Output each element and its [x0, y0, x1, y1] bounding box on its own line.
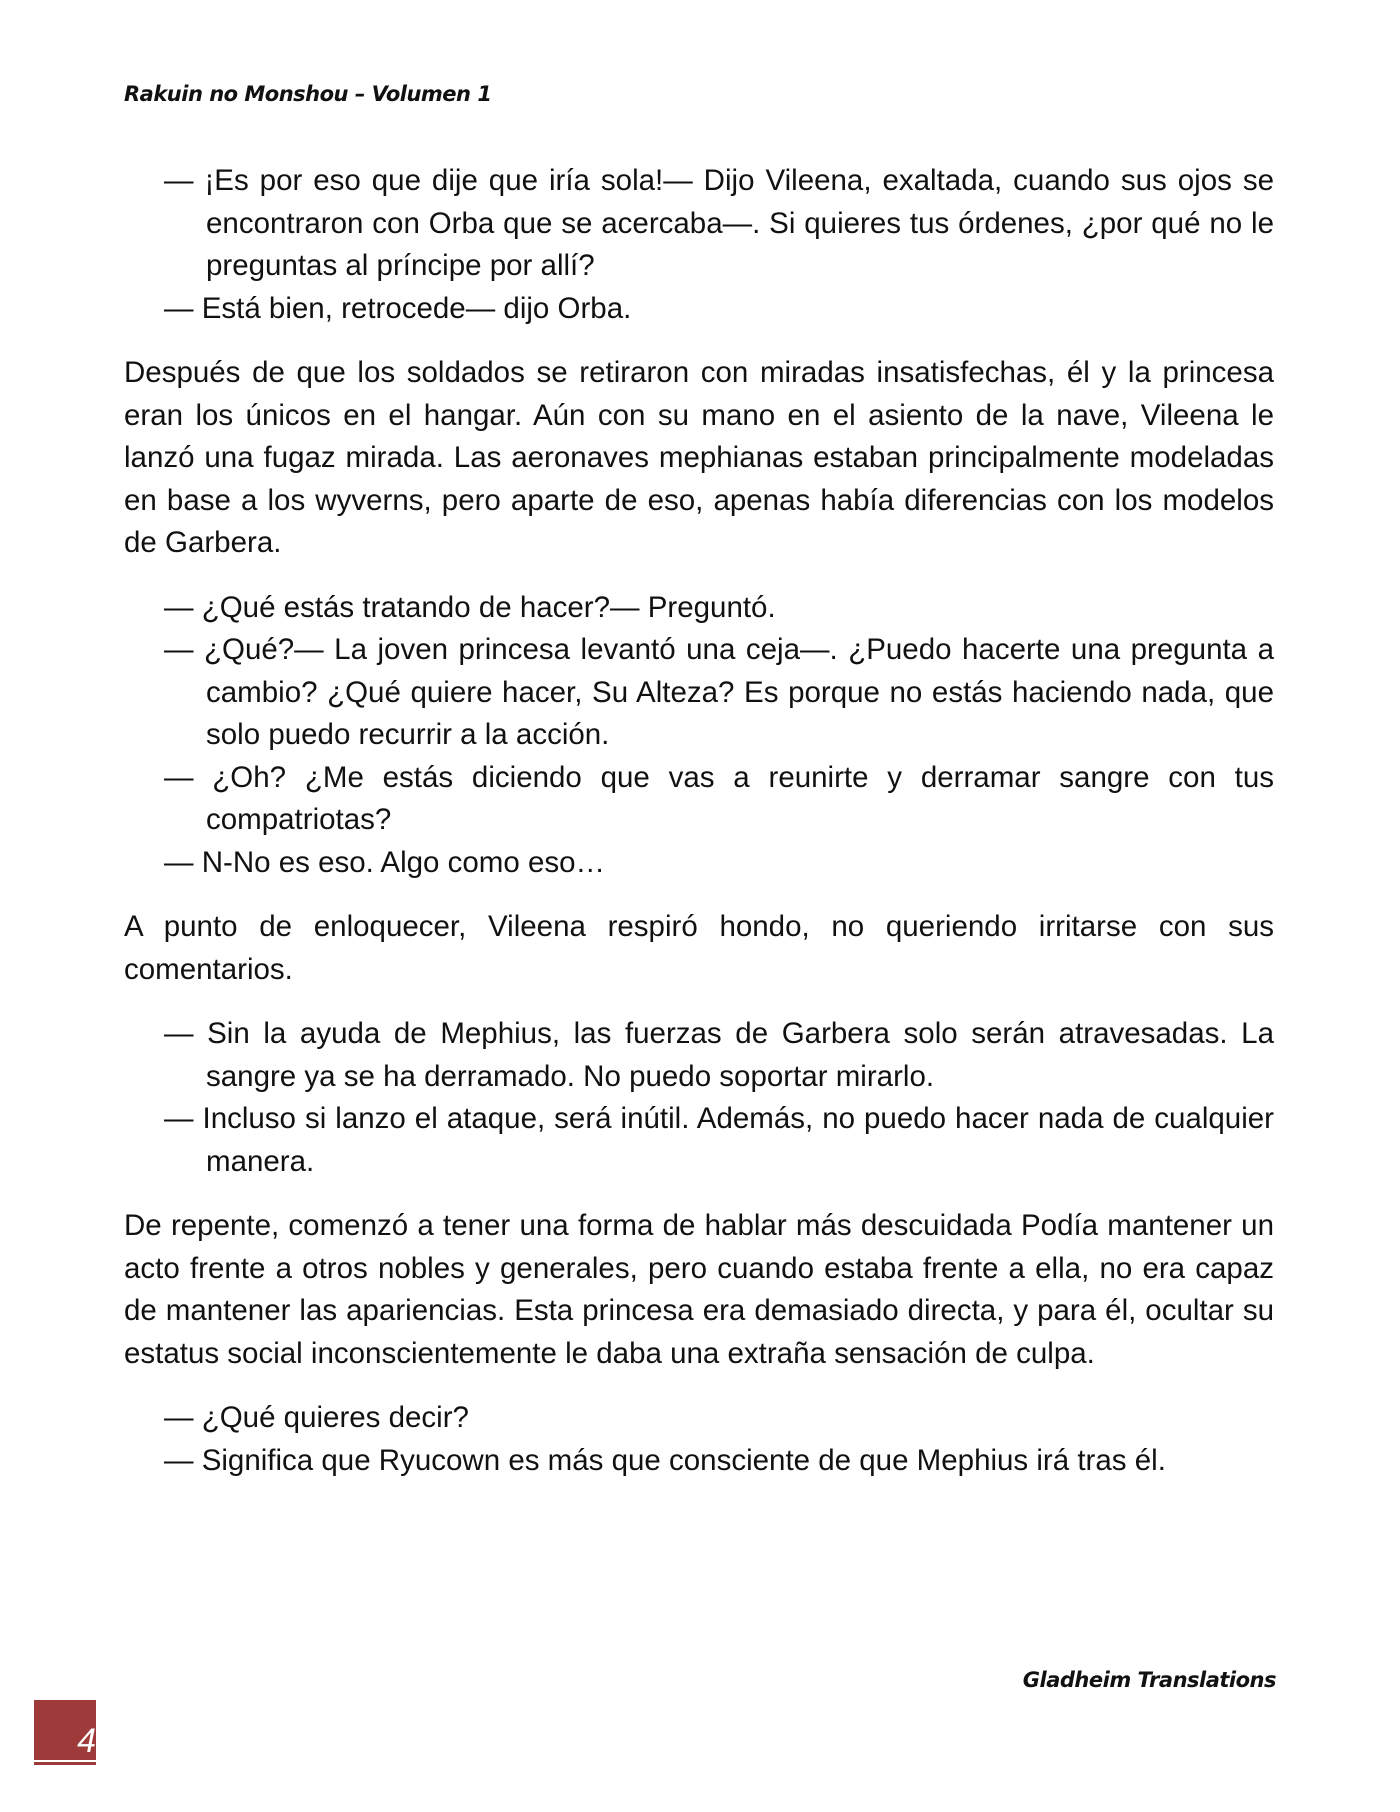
dialog-line: — ¿Qué quieres decir?: [164, 1401, 469, 1434]
dialog-block-4: [124, 1397, 1274, 1482]
dialog-line: — ¿Oh? ¿Me estás diciendo que vas a reunirte y derramar sangre con tus compatriotas?: [164, 760, 1274, 836]
dialog-line: — ¿Qué estás tratando de hacer?— Preguntó.: [164, 590, 776, 624]
dialog-line: — Significa que Ryucown es más que consciente de que Mephius irá tras él.: [164, 1443, 1166, 1477]
dialog-line: — Sin la ayuda de Mephius, las fuerzas de Garbera solo serán atravesadas. La sangre ya se ha derramado. No puedo soportar mirarlo.: [164, 1017, 1274, 1093]
page-number-underline: [34, 1762, 96, 1765]
dialog-line: — N-No es eso. Algo como eso…: [164, 845, 606, 879]
dialog-block-1: [124, 160, 1274, 330]
running-header: Rakuin no Monshou – Volumen 1: [124, 82, 492, 106]
page-number-badge: [34, 1700, 96, 1760]
dialog-line: — ¿Qué?— La joven princesa levantó una ceja—. ¿Puedo hacerte una pregunta a cambio? ¿Qué quiere hacer, Su Alteza? Es porque no estás haciendo nada, que solo puedo recurrir a la acción.: [164, 633, 1274, 751]
footer-credit: Gladheim Translations: [1022, 1668, 1276, 1692]
dialog-block-3: [124, 1013, 1274, 1183]
page-body: [124, 160, 1274, 1504]
dialog-line: — Está bien, retrocede— dijo Orba.: [164, 291, 632, 325]
paragraph: Después de que los soldados se retiraron con miradas insatisfechas, él y la princesa eran los únicos en el hangar. Aún con su mano en el asiento de la nave, Vileena le lanzó una fugaz mirada. Las aeronaves mephianas estaban principalmente modeladas en base a los wyverns, pero aparte de eso, apenas había diferencias con los modelos de Garbera.: [124, 356, 1274, 559]
dialog-block-2: [124, 587, 1274, 885]
dialog-line: — ¡Es por eso que dije que iría sola!— Dijo Vileena, exaltada, cuando sus ojos se encontraron con Orba que se acercaba—. Si quieres tus órdenes, ¿por qué no le preguntas al príncipe por allí?: [164, 164, 1274, 282]
dialog-line: — Incluso si lanzo el ataque, será inútil. Además, no puedo hacer nada de cualquier manera.: [164, 1102, 1274, 1178]
paragraph: De repente, comenzó a tener una forma de hablar más descuidada Podía mantener un acto frente a otros nobles y generales, pero cuando estaba frente a ella, no era capaz de mantener las apariencias. Esta princesa era demasiado directa, y para él, ocultar su estatus social inconscientemente le daba una extraña sensación de culpa.: [124, 1209, 1274, 1370]
paragraph: A punto de enloquecer, Vileena respiró hondo, no queriendo irritarse con sus comentarios.: [124, 910, 1274, 986]
page-number: 4: [77, 1722, 96, 1760]
